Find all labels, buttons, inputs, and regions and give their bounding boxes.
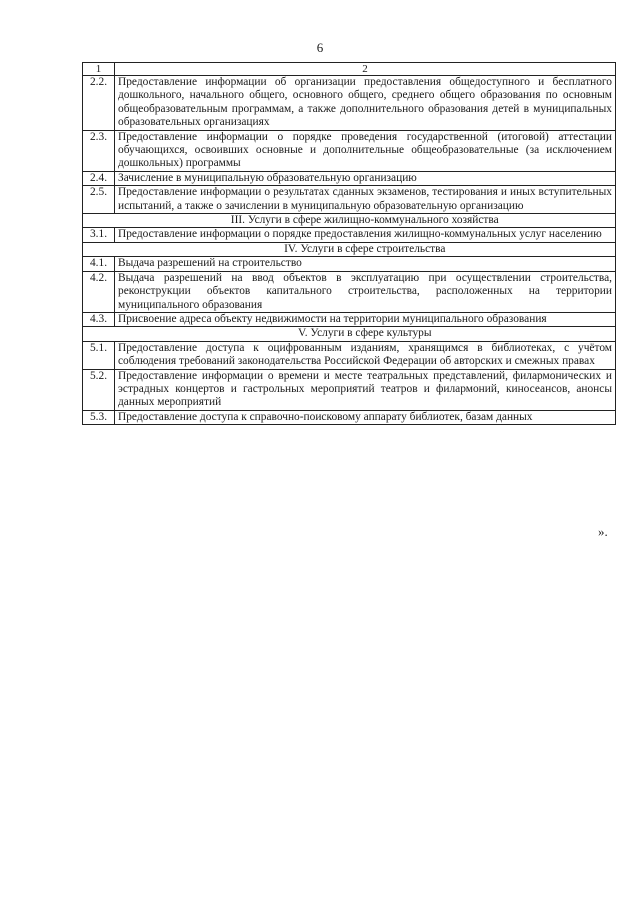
row-number: 5.3.: [83, 410, 115, 424]
row-service-text: Зачисление в муниципальную образовательную организацию: [115, 171, 616, 185]
row-number: 4.1.: [83, 257, 115, 271]
row-number: 2.2.: [83, 76, 115, 131]
row-number: 5.2.: [83, 369, 115, 410]
row-service-text: Предоставление доступа к оцифрованным изданиям, хранящимся в библиотеках, с учётом соблюдения требований законодательства Российской Федерации об авторских и смежных правах: [115, 341, 616, 369]
row-number: 2.4.: [83, 171, 115, 185]
row-service-text: Предоставление информации о порядке предоставления жилищно-коммунальных услуг населению: [115, 228, 616, 242]
section-title: V. Услуги в сфере культуры: [115, 327, 616, 341]
row-service-text: Выдача разрешений на строительство: [115, 257, 616, 271]
row-number: 5.1.: [83, 341, 115, 369]
section-row: [83, 214, 616, 228]
row-service-text: Предоставление информации об организации предоставления общедоступного и бесплатного дошкольного, начального общего, основного общего, среднего общего образования по основным общеобразовательным программам, а также дополнительного образования детей в муниципальных образовательных организациях: [115, 76, 616, 131]
row-service-text: Предоставление доступа к справочно-поисковому аппарату библиотек, базам данных: [115, 410, 616, 424]
section-title: IV. Услуги в сфере строительства: [115, 242, 616, 256]
table-row: [83, 186, 616, 214]
section-spacer-cell: [83, 327, 115, 341]
row-number: 2.5.: [83, 186, 115, 214]
row-number: 2.3.: [83, 130, 115, 171]
row-number: 4.3.: [83, 312, 115, 326]
table-row: [83, 228, 616, 242]
column-header-service: 2: [115, 63, 616, 76]
row-service-text: Присвоение адреса объекту недвижимости на территории муниципального образования: [115, 312, 616, 326]
section-row: [83, 242, 616, 256]
table-row: [83, 171, 616, 185]
table-row: [83, 410, 616, 424]
section-spacer-cell: [83, 214, 115, 228]
services-table: [82, 62, 616, 425]
section-row: [83, 327, 616, 341]
table-row: [83, 130, 616, 171]
row-number: 3.1.: [83, 228, 115, 242]
closing-quote-mark: ».: [598, 524, 608, 539]
section-spacer-cell: [83, 242, 115, 256]
table-row: [83, 369, 616, 410]
row-service-text: Выдача разрешений на ввод объектов в эксплуатацию при осуществлении строительства, реконструкции объектов капитального строительства, расположенных на территории муниципального образования: [115, 271, 616, 312]
row-service-text: Предоставление информации о порядке проведения государственной (итоговой) аттестации обучающихся, освоивших основные и дополнительные общеобразовательные (за исключением дошкольных) программы: [115, 130, 616, 171]
row-service-text: Предоставление информации о результатах сданных экзаменов, тестирования и иных вступительных испытаний, а также о зачислении в муниципальную образовательную организацию: [115, 186, 616, 214]
table-row: [83, 341, 616, 369]
row-service-text: Предоставление информации о времени и месте театральных представлений, филармонических и эстрадных концертов и гастрольных мероприятий театров и филармоний, киносеансов, анонсы данных мероприятий: [115, 369, 616, 410]
table-row: [83, 271, 616, 312]
table-row: [83, 76, 616, 131]
table-row: [83, 257, 616, 271]
row-number: 4.2.: [83, 271, 115, 312]
table-row: [83, 312, 616, 326]
column-header-number: 1: [83, 63, 115, 76]
page-number: 6: [316, 40, 324, 55]
section-title: III. Услуги в сфере жилищно-коммунального хозяйства: [115, 214, 616, 228]
table-header-row: [83, 63, 616, 76]
